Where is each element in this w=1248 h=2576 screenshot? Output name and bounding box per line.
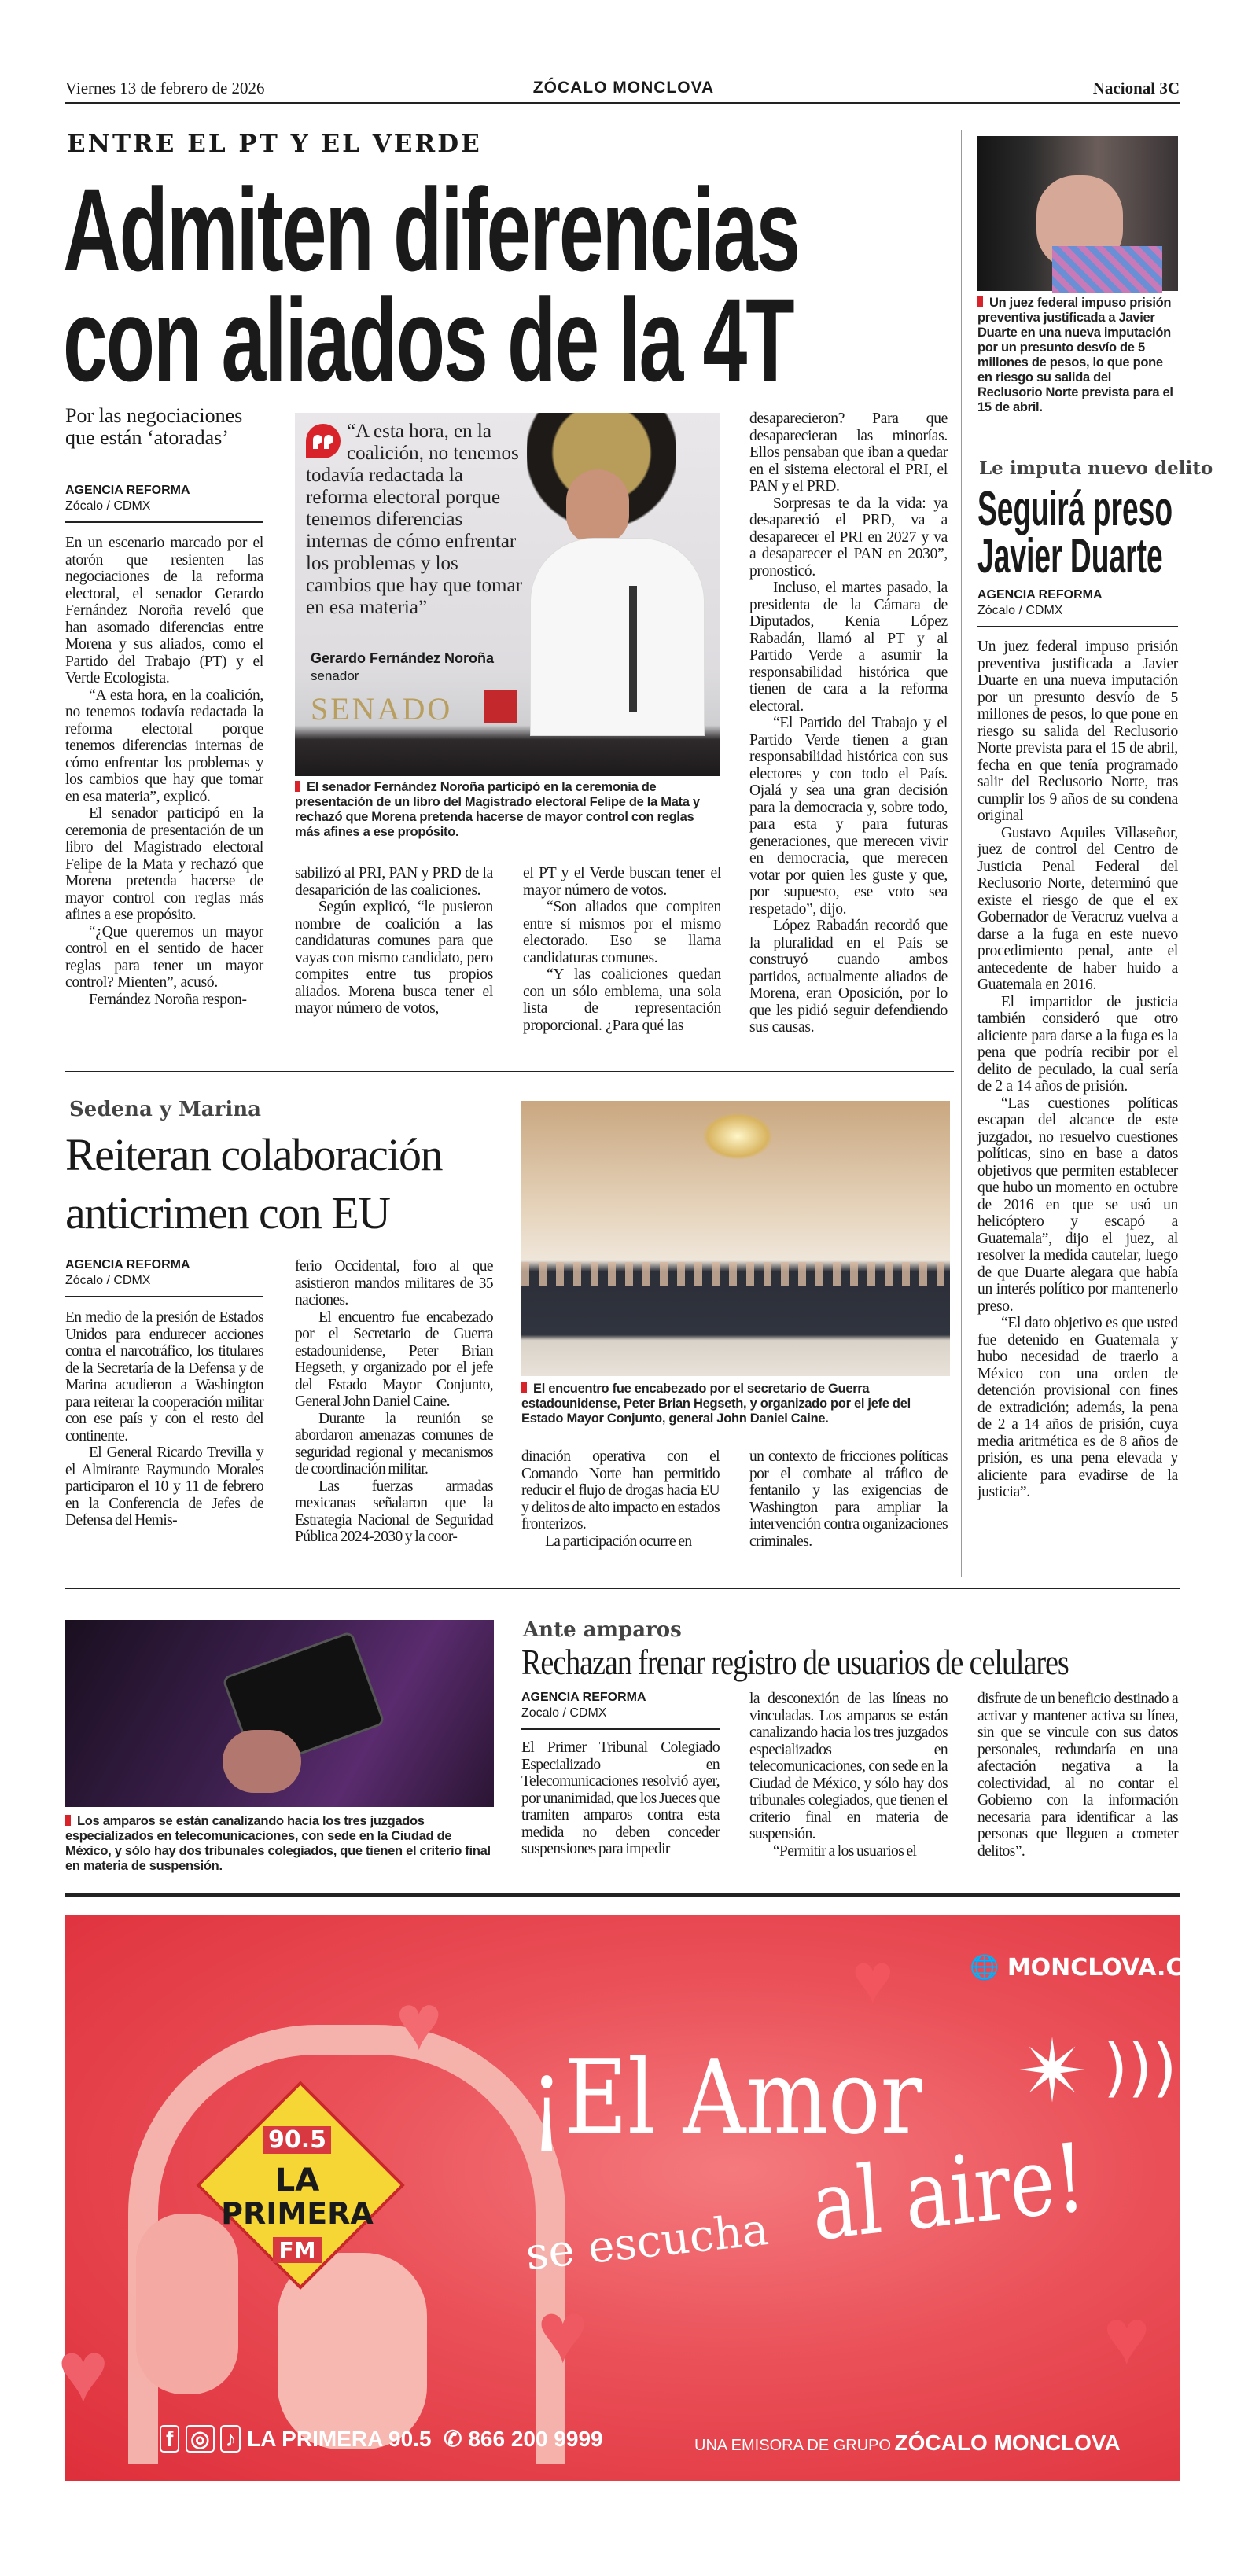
ad-rule — [65, 1893, 1180, 1897]
microphone-icon — [629, 586, 637, 712]
paragraph: Gustavo Aquiles Villaseñor, juez de control del Centro de Justicia Penal Federal del Reclusorio Norte, determinó que existe el riesgo de que el ex Gobernador de Veracruz vuelva a darse a la fuga en este nuevo procedimiento penal, ante el antecedente de haber huido a Guatemala en 2016. — [977, 824, 1178, 993]
paragraph: Las fuerzas armadas mexicanas señalaron que la Estrategia Nacional de Seguridad Pública 2024-2030 y la coor- — [295, 1478, 493, 1545]
header-rule — [65, 102, 1180, 104]
main-kicker: ENTRE EL PT Y EL VERDE — [67, 130, 482, 158]
pull-quote: “A esta hora, en la coalición, no tenemos todavía redactada la reforma electoral porque tenemos diferencias internas de cómo enfrentar los problemas y los cambios que hay que tomar en esa materia” — [306, 421, 522, 618]
sedena-column-4 — [749, 1448, 948, 1550]
byline-place: Zócalo / CDMX — [977, 604, 1063, 617]
norona-caption — [295, 780, 720, 840]
slogan-line-2b: al aire! — [808, 2123, 1089, 2262]
paragraph: El impartidor de justicia también consideró que otro aliciente para darse a la fuga es la pena que podría recibir por el delito de peculado, la cual sería de 2 a 14 años de prisión. — [977, 993, 1178, 1095]
ad-group — [694, 2431, 1121, 2456]
quote-role: senador — [311, 668, 359, 683]
main-byline — [65, 484, 263, 523]
paragraph: Incluso, el martes pasado, la presidenta de la Cámara de Diputados, Kenia López Rabadán, llamó al PT y al Partido Verde a asumir la responsabilidad histórica que tienen de cara a la reforma electoral. — [749, 580, 948, 715]
sedena-column-3 — [521, 1448, 720, 1550]
paragraph: López Rabadán recordó que la pluralidad en el País se construyó cuando ambos partidos, actualmente aliados de Morena, eran Oposición, por lo que les pidió seguir defendiendo sus causas. — [749, 918, 948, 1036]
slogan-line-1: ¡El Amor — [529, 2037, 922, 2157]
amparos-kicker: Ante amparos — [523, 1618, 682, 1642]
caption-marker — [295, 781, 300, 792]
paragraph: desaparecieron? Para que desaparecieran las minorías. Ellos pensaban que iban a quedar en el sistema electoral el PRI, el PAN y el PRD. — [749, 410, 948, 495]
main-subhead: Por las negociaciones que están ‘atoradas’ — [65, 404, 243, 449]
amparos-caption — [65, 1814, 494, 1874]
paragraph: ferio Occidental, foro al que asistieron mandos militares de 35 naciones. — [295, 1258, 493, 1308]
quote-author: Gerardo Fernández Noroña — [311, 650, 495, 666]
norona-photo — [295, 413, 720, 776]
paragraph: En un escenario marcado por el atorón que resienten las negociaciones de la reforma electoral, el senador Gerardo Fernández Noroña reveló que han asomado diferencias entre Morena y sus aliados, como el Partido del Trabajo (PT) y el Verde Ecologista. — [65, 535, 263, 686]
paragraph: un contexto de fricciones políticas por el combate al tráfico de fentanilo y las exigencias de Washington para ampliar la intervención contra organizaciones criminales. — [749, 1448, 948, 1550]
paragraph: sabilizó al PRI, PAN y PRD de la desaparición de las coaliciones. — [295, 865, 493, 899]
paragraph: Según explicó, “le pusieron nombre de coalición a las candidaturas comunes para que vayas con mismo candidato, pero compites entre tus propios aliados. Morena busca tener el mayor número de votos, — [295, 899, 493, 1017]
heart-icon: ♥ — [396, 1979, 443, 2066]
sedena-byline — [65, 1258, 263, 1297]
paragraph: El encuentro fue encabezado por el Secretario de Guerra estadounidense, Peter Brian Hegseth, y organizado por el jefe del Estado Mayor Conjunto, General John Daniel Caine. — [295, 1308, 493, 1410]
amparos-headline: Rechazan frenar registro de usuarios de celulares — [521, 1643, 1069, 1682]
broadcast-star-icon: ✴ — [1017, 2024, 1090, 2120]
amparos-byline — [521, 1691, 720, 1730]
main-headline-line: con aliados de la 4T — [63, 274, 793, 406]
group-name: ZÓCALO MONCLOVA — [894, 2431, 1121, 2455]
amparos-column-2 — [749, 1691, 948, 1860]
senator-body — [531, 539, 704, 735]
byline-place: Zocalo / CDMX — [521, 1706, 607, 1720]
quote-mark-glyph — [306, 424, 341, 458]
paragraph: El senador participó en la ceremonia de presentación de un libro del Magistrado electoral Felipe de la Mata y rechazó que Morena pretenda hacerse de mayor control con reglas más afines a ese propósito. — [65, 805, 263, 923]
amparos-column-3 — [977, 1691, 1178, 1860]
duarte-body — [977, 638, 1178, 1501]
globe-icon: 🌐 — [970, 1954, 1000, 1982]
byline-agency: AGENCIA REFORMA — [521, 1691, 646, 1704]
paragraph: Fernández Noroña respon- — [89, 991, 247, 1008]
caption-text: Un juez federal impuso prisión preventiva justificada a Javier Duarte en una nueva imputación por un presunto desvío de 5 millones de pesos, lo que pone en riesgo su salida del Reclusorio Norte prevista para el 15 de abril. — [977, 296, 1173, 414]
paragraph: “El dato objetivo es que usted fue detenido en Guatemala y hubo necesidad de traerlo a México con una orden de detención provisional con fines de extradición; además, la pena de 2 a 14 años de prisión, cuya media aritmética es de 8 años de prisión, es una pena elevada y aliciente para evadirse de la justicia”. — [977, 1315, 1178, 1500]
chandelier-icon — [702, 1113, 773, 1160]
paragraph: “Son aliados que compiten entre sí mismos por el mismo electorado. Eso se llama candidaturas comunes. — [523, 899, 721, 966]
main-column-3 — [523, 865, 721, 1034]
ad-footer — [160, 2426, 603, 2452]
phone-number: 866 200 9999 — [468, 2427, 603, 2451]
paragraph: El General Ricardo Trevilla y el Almirante Raymundo Morales participaron el 10 y 11 de febrero en la Conferencia de Jefes de Defensa del Hemis- — [65, 1444, 263, 1529]
paragraph: “Las cuestiones políticas escapan del alcance de este juzgador, no resuelvo cuestiones políticas, sino en base a datos objetivos que permiten establecer que hubo un momento en octubre de 2016 en que se usó un helicóptero y escapó a Guatemala”, dijo el juez, al resolver la medida cautelar, luego de que Duarte alegara que había un interés político por mantenerlo preso. — [977, 1095, 1178, 1315]
paragraph: “¿Que queremos un mayor control en el sentido de hacer reglas para tener un mayor control? Mienten”, acusó. — [65, 923, 263, 991]
paragraph: la desconexión de las líneas no vinculadas. Los amparos se están canalizando hacia los tres juzgados especializados en telecomunicaciones, con sede en la Ciudad de México, y sólo hay dos tribunales colegiados, que tienen el criterio final en materia de suspensión. — [749, 1691, 948, 1842]
caption-marker — [521, 1382, 527, 1393]
duarte-headline — [977, 482, 1173, 583]
caption-text: El senador Fernández Noroña participó en la ceremonia de presentación de un libro del Magistrado electoral Felipe de la Mata y rechazó que Morena pretenda hacerse de mayor control con reglas más afines a ese propósito. — [295, 780, 700, 839]
heart-icon: ♥ — [537, 2285, 589, 2381]
group-prefix: UNA EMISORA DE GRUPO — [694, 2437, 892, 2454]
sedena-headline-line: anticrimen con EU — [65, 1187, 390, 1238]
mug-icon — [484, 690, 517, 723]
sedena-column-1 — [65, 1309, 263, 1529]
section-page: Nacional 3C — [1092, 79, 1180, 98]
sedena-kicker: Sedena y Marina — [69, 1098, 261, 1121]
paragraph: En medio de la presión de Estados Unidos para endurecer acciones contra el narcotráfico, los titulares de la Secretaría de la Defensa y de Marina acudieron a Washington para reiterar la cooperación militar con ese país y con el resto del continente. — [65, 1309, 263, 1444]
sedena-headline-line: Reiteran colaboración — [65, 1129, 442, 1180]
instagram-icon[interactable]: ◎ — [186, 2425, 214, 2453]
tiktok-icon[interactable]: ♪ — [220, 2425, 241, 2453]
whatsapp-icon[interactable]: ✆ — [444, 2427, 462, 2451]
section-rule — [65, 1071, 954, 1072]
duarte-photo — [977, 136, 1178, 291]
la-primera-ad[interactable] — [57, 1915, 1227, 2481]
paragraph: La participación ocurre en — [545, 1533, 692, 1550]
byline-agency: AGENCIA REFORMA — [65, 484, 190, 497]
main-column-2 — [295, 865, 493, 1018]
paragraph: Durante la reunión se abordaron amenazas comunes de seguridad regional y mecanismos de coordinación militar. — [295, 1410, 493, 1478]
hand — [223, 1730, 301, 1793]
sedena-column-2 — [295, 1258, 493, 1546]
main-column-1 — [65, 535, 263, 1008]
pull-quote-block — [306, 421, 528, 619]
main-headline — [63, 164, 800, 406]
logo-fm: FM — [273, 2237, 322, 2263]
duarte-byline — [977, 588, 1178, 627]
paragraph: El Primer Tribunal Colegiado Especializado en Telecomunicaciones resolvió ayer, por unanimidad, que los Jueces que tramiten amparos contra esta medida no deben conceder suspensiones para impedir — [521, 1739, 720, 1857]
paper-name: ZÓCALO MONCLOVA — [532, 79, 715, 97]
group-faces — [521, 1262, 950, 1286]
caption-text: El encuentro fue encabezado por el secretario de Guerra estadounidense, Peter Brian Hegseth, y organizado por el jefe del Estado Mayor Conjunto, general John Daniel Caine. — [521, 1382, 911, 1426]
byline-agency: AGENCIA REFORMA — [977, 588, 1103, 602]
heart-icon: ♥ — [852, 1941, 894, 2018]
signal-waves-icon: ))) — [1103, 2031, 1177, 2104]
duarte-kicker: Le imputa nuevo delito — [979, 458, 1213, 479]
section-rule — [65, 1588, 1180, 1589]
sedena-caption — [521, 1382, 950, 1426]
byline-place: Zócalo / CDMX — [65, 1274, 151, 1287]
sedena-headline — [65, 1126, 442, 1242]
logo-primera: PRIMERA — [221, 2196, 374, 2231]
issue-date: Viernes 13 de febrero de 2026 — [65, 79, 265, 98]
logo-frequency: 90.5 — [263, 2126, 331, 2154]
duarte-caption — [977, 296, 1178, 415]
paragraph: “Permitir a los usuarios el — [773, 1842, 917, 1860]
phone-photo — [65, 1620, 494, 1807]
duarte-headline-line: Seguirá preso — [977, 482, 1173, 536]
paragraph: dinación operativa con el Comando Norte han permitido reducir el flujo de drogas hacia EU y delitos de alto impacto en estados fronterizos. — [521, 1448, 720, 1533]
byline-place: Zócalo / CDMX — [65, 499, 151, 513]
paragraph: “A esta hora, en la coalición, no tenemos todavía redactada la reforma electoral porque tenemos diferencias internas de cómo enfrentar los problemas y los cambios que hay que tomar en esa materia”, explicó. — [65, 686, 263, 805]
senator-face — [566, 469, 629, 544]
paragraph: “Y las coaliciones quedan con un sólo emblema, una sola lista de representación proporcional. ¿Para qué las — [523, 966, 721, 1034]
main-column-4 — [749, 410, 948, 1036]
station-logo — [219, 2115, 376, 2263]
slogan-line-2a: se escucha — [523, 2203, 771, 2281]
paragraph: disfrute de un beneficio destinado a activar y mantener activa su línea, sin que se vincule con sus datos personales, redundaría en una afectación negativa a la colectividad, al no contar el Gobierno con la información necesaria para identificar a las personas que lleguen a cometer delitos”. — [977, 1691, 1178, 1860]
facebook-icon[interactable]: f — [160, 2425, 179, 2453]
amparos-column-1 — [521, 1739, 720, 1858]
main-headline-line: Admiten diferencias — [63, 164, 800, 296]
heart-icon: ♥ — [1103, 2294, 1150, 2381]
caption-marker — [977, 296, 983, 307]
senate-backdrop-text: SENADO — [311, 691, 453, 727]
social-handle: LA PRIMERA 90.5 — [247, 2427, 432, 2451]
paragraph: el PT y el Verde buscan tener el mayor número de votos. — [523, 865, 721, 899]
paragraph: Un juez federal impuso prisión preventiva justificada a Javier Duarte en una nueva imputación por un presunto desvío de 5 millones de pesos, lo que pone en riesgo su salida del Reclusorio Norte prevista para el 15 de abril, fecha en que tenía programado salir del Reclusorio Norte, tras cumplir los 9 años de su condena original — [977, 638, 1178, 824]
byline-agency: AGENCIA REFORMA — [65, 1258, 190, 1271]
caption-marker — [65, 1815, 71, 1826]
logo-la: LA — [274, 2162, 320, 2199]
site-text: MONCLOVA.COM — [1007, 1954, 1227, 1982]
quote-mark-icon — [306, 424, 341, 458]
caption-text: Los amparos se están canalizando hacia los tres juzgados especializados en telecomunicaciones, con sede en la Ciudad de México, y sólo hay dos tribunales colegiados, que tienen el criterio final en materia de suspensión. — [65, 1814, 491, 1873]
military-conference-photo — [521, 1101, 950, 1376]
duarte-headline-line: Javier Duarte — [977, 529, 1163, 583]
heart-icon: ♥ — [57, 2324, 109, 2420]
duarte-shirt — [1052, 246, 1162, 293]
paragraph: Sorpresas te da la vida: ya desapareció el PRD, va a desaparecer el PRI en 2027 y va a desaparecer el PAN en 2030”, pronosticó. — [749, 495, 948, 580]
paragraph: “El Partido del Trabajo y el Partido Verde tienen a gran responsabilidad histórica con sus electores y con todo el País. Ojalá y sea una gran decisión para la democracia y, sobre todo, para esta y para futuras generaciones, que merecen vivir en democracia, que merecen votar por quien les guste y que, por supuesto, ese voto sea respetado”, dijo. — [749, 715, 948, 918]
column-divider — [961, 130, 962, 1577]
site-link[interactable] — [970, 1954, 1227, 1982]
